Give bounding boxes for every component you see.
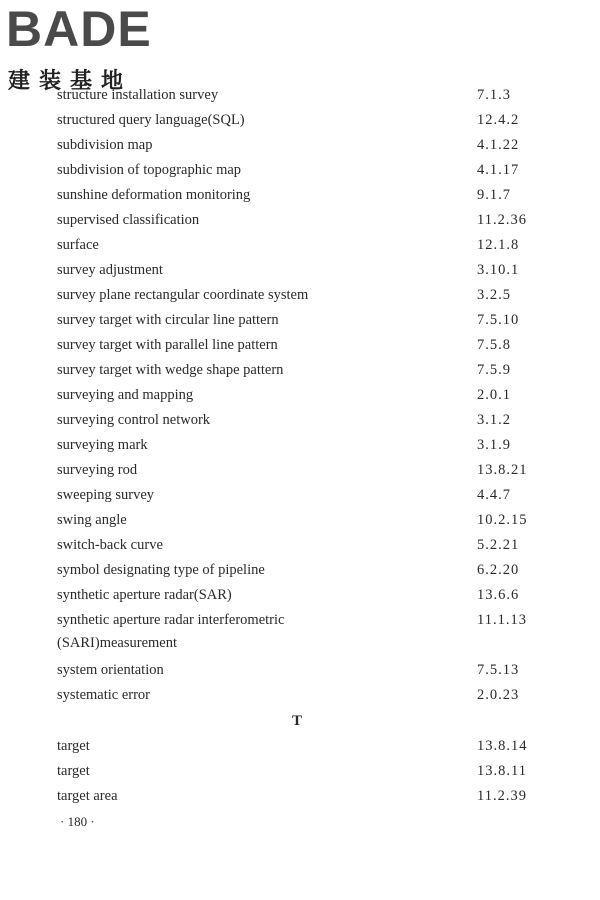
index-entry bbox=[0, 284, 600, 309]
index-term: swing angle bbox=[57, 512, 127, 528]
index-term: synthetic aperture radar(SAR) bbox=[57, 587, 232, 603]
index-entry bbox=[0, 609, 600, 634]
index-entry bbox=[0, 684, 600, 709]
index-term: survey target with wedge shape pattern bbox=[57, 362, 284, 378]
index-entry bbox=[0, 359, 600, 384]
index-reference: 11.2.36 bbox=[477, 212, 527, 228]
index-term: subdivision map bbox=[57, 137, 153, 153]
index-section-t bbox=[0, 735, 600, 810]
index-term: (SARI)measurement bbox=[57, 635, 177, 651]
index-entry bbox=[0, 634, 600, 659]
index-term: symbol designating type of pipeline bbox=[57, 562, 265, 578]
index-entry bbox=[0, 735, 600, 760]
index-reference: 2.0.23 bbox=[477, 687, 520, 703]
index-term: target bbox=[57, 763, 90, 779]
index-term: surveying mark bbox=[57, 437, 148, 453]
index-reference: 4.1.17 bbox=[477, 162, 520, 178]
index-entry bbox=[0, 459, 600, 484]
index-entry bbox=[0, 109, 600, 134]
page-number: · 180 · bbox=[60, 814, 95, 829]
index-entry bbox=[0, 659, 600, 684]
index-entry bbox=[0, 84, 600, 109]
index-entry bbox=[0, 234, 600, 259]
index-reference: 7.5.8 bbox=[477, 337, 511, 353]
index-reference: 11.2.39 bbox=[477, 788, 527, 804]
index-term: survey target with circular line pattern bbox=[57, 312, 279, 328]
index-term: surveying and mapping bbox=[57, 387, 194, 403]
index-reference: 10.2.15 bbox=[477, 512, 528, 528]
logo-text: BADE bbox=[6, 1, 152, 57]
index-entry bbox=[0, 184, 600, 209]
index-entry bbox=[0, 134, 600, 159]
section-letter-heading bbox=[0, 709, 600, 735]
index-term: structure installation survey bbox=[57, 87, 219, 103]
section-letter: T bbox=[292, 713, 303, 729]
index-entry bbox=[0, 334, 600, 359]
index-term: survey target with parallel line pattern bbox=[57, 337, 278, 353]
index-reference: 6.2.20 bbox=[477, 562, 520, 578]
index-term: sunshine deformation monitoring bbox=[57, 187, 251, 203]
index-term: surveying rod bbox=[57, 462, 138, 478]
index-term: switch-back curve bbox=[57, 537, 163, 553]
index-term: surface bbox=[57, 237, 99, 253]
index-entry bbox=[0, 159, 600, 184]
index-term: surveying control network bbox=[57, 412, 211, 428]
index-reference: 13.6.6 bbox=[477, 587, 520, 603]
index-entry bbox=[0, 534, 600, 559]
logo-subtitle: 建装基地 bbox=[8, 69, 133, 94]
index-term: structured query language(SQL) bbox=[57, 112, 245, 128]
index-entry bbox=[0, 509, 600, 534]
index-term: supervised classification bbox=[57, 212, 200, 228]
index-entry bbox=[0, 760, 600, 785]
index-term: sweeping survey bbox=[57, 487, 155, 503]
index-entry bbox=[0, 309, 600, 334]
index-entry bbox=[0, 484, 600, 509]
index-entry bbox=[0, 434, 600, 459]
index-term: synthetic aperture radar interferometric bbox=[57, 612, 285, 628]
index-reference: 13.8.21 bbox=[477, 462, 528, 478]
index-term: target bbox=[57, 738, 90, 754]
index-term: systematic error bbox=[57, 687, 151, 703]
index-reference: 9.1.7 bbox=[477, 187, 511, 203]
index-reference: 11.1.13 bbox=[477, 612, 527, 628]
index-section-s bbox=[0, 84, 600, 709]
index-entries bbox=[0, 84, 600, 810]
index-reference: 4.4.7 bbox=[477, 487, 511, 503]
index-reference: 13.8.11 bbox=[477, 763, 527, 779]
index-entry bbox=[0, 384, 600, 409]
index-entry bbox=[0, 785, 600, 810]
index-reference: 13.8.14 bbox=[477, 738, 528, 754]
index-reference: 7.5.13 bbox=[477, 662, 520, 678]
index-reference: 2.0.1 bbox=[477, 387, 511, 403]
index-reference: 4.1.22 bbox=[477, 137, 520, 153]
index-reference: 5.2.21 bbox=[477, 537, 520, 553]
index-entry bbox=[0, 409, 600, 434]
index-entry bbox=[0, 559, 600, 584]
bade-logo bbox=[6, 1, 176, 94]
index-term: survey adjustment bbox=[57, 262, 163, 278]
index-reference: 7.1.3 bbox=[477, 87, 511, 103]
index-term: system orientation bbox=[57, 662, 164, 678]
index-entry bbox=[0, 259, 600, 284]
index-term: survey plane rectangular coordinate system bbox=[57, 287, 309, 303]
index-reference: 3.10.1 bbox=[477, 262, 520, 278]
index-reference: 7.5.10 bbox=[477, 312, 520, 328]
index-reference: 12.4.2 bbox=[477, 112, 520, 128]
index-reference: 12.1.8 bbox=[477, 237, 520, 253]
index-reference: 3.1.2 bbox=[477, 412, 511, 428]
index-term: target area bbox=[57, 788, 118, 804]
index-reference: 7.5.9 bbox=[477, 362, 511, 378]
index-entry bbox=[0, 584, 600, 609]
index-reference: 3.1.9 bbox=[477, 437, 511, 453]
index-reference: 3.2.5 bbox=[477, 287, 511, 303]
index-term: subdivision of topographic map bbox=[57, 162, 242, 178]
index-entry bbox=[0, 209, 600, 234]
